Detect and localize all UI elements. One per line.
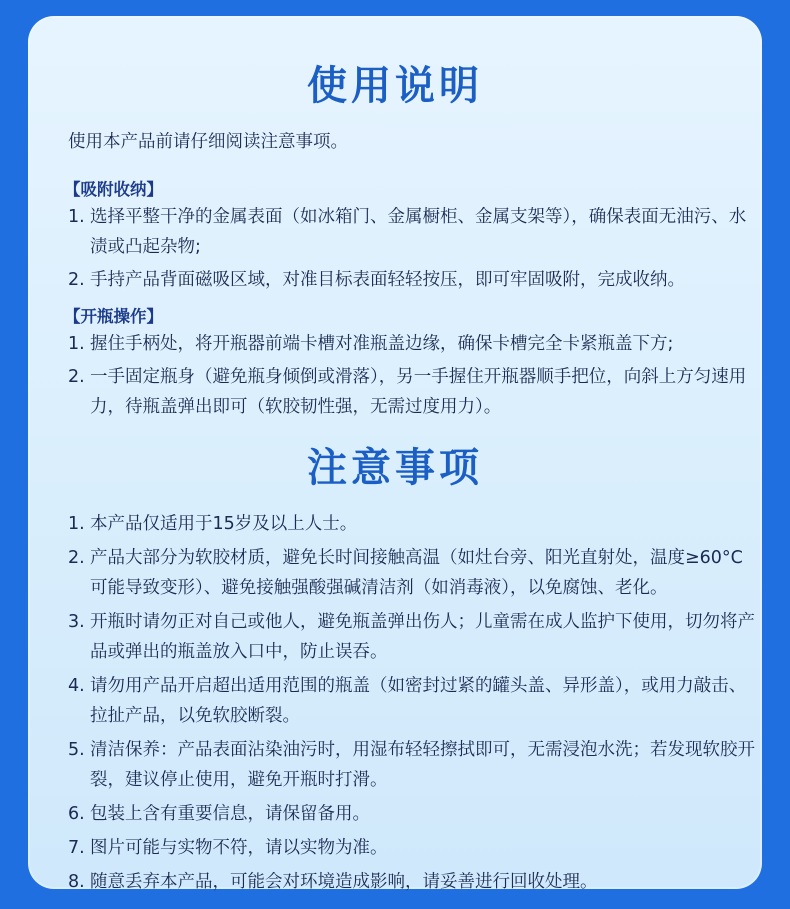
list-item: [68, 833, 758, 863]
item-number: 8.: [68, 872, 85, 892]
list-item: [68, 607, 758, 667]
cautions-list: [68, 509, 758, 901]
item-text: 产品大部分为软胶材质，避免长时间接触高温（如灶台旁、阳光直射处，温度≥60°C可能导致变形）、避免接触强酸强碱清洁剂（如消毒液），以免腐蚀、老化。: [90, 548, 743, 598]
item-text: 图片可能与实物不符，请以实物为准。: [90, 838, 388, 858]
item-number: 4.: [68, 676, 85, 696]
item-text: 一手固定瓶身（避免瓶身倾倒或滑落），另一手握住开瓶器顺手把位，向斜上方匀速用力，待瓶盖弹出即可（软胶韧性强，无需过度用力）。: [90, 367, 747, 417]
item-number: 3.: [68, 612, 85, 632]
storage-steps-list: [68, 202, 758, 295]
storage-section-label: 【吸附收纳】: [64, 180, 163, 199]
list-item: [68, 543, 758, 603]
item-number: 2.: [68, 367, 85, 387]
cautions-title: 注意事项: [307, 445, 483, 491]
item-text: 选择平整干净的金属表面（如冰箱门、金属橱柜、金属支架等），确保表面无油污、水渍或凸起杂物;: [90, 207, 747, 257]
item-text: 随意丢弃本产品，可能会对环境造成影响，请妥善进行回收处理。: [90, 872, 598, 892]
intro-text: 使用本产品前请仔细阅读注意事项。: [68, 132, 348, 152]
list-item: [68, 362, 758, 422]
item-number: 1.: [68, 207, 85, 227]
item-text: 本产品仅适用于15岁及以上人士。: [90, 514, 358, 534]
list-item: [68, 735, 758, 795]
list-item: [68, 202, 758, 262]
item-text: 包装上含有重要信息，请保留备用。: [90, 804, 370, 824]
open-steps-list: [68, 329, 758, 422]
item-text: 请勿用产品开启超出适用范围的瓶盖（如密封过紧的罐头盖、异形盖），或用力敲击、拉扯产品，以免软胶断裂。: [90, 676, 747, 726]
item-number: 5.: [68, 740, 85, 760]
usage-title: 使用说明: [307, 63, 483, 109]
item-text: 清洁保养：产品表面沾染油污时，用湿布轻轻擦拭即可，无需浸泡水洗；若发现软胶开裂，建议停止使用，避免开瓶时打滑。: [90, 740, 755, 790]
item-text: 握住手柄处，将开瓶器前端卡槽对准瓶盖边缘，确保卡槽完全卡紧瓶盖下方;: [90, 334, 674, 354]
item-number: 2.: [68, 548, 85, 568]
list-item: [68, 671, 758, 731]
item-number: 1.: [68, 514, 85, 534]
instruction-card: [28, 16, 762, 892]
item-number: 7.: [68, 838, 85, 858]
item-text: 手持产品背面磁吸区域，对准目标表面轻轻按压，即可牢固吸附，完成收纳。: [90, 270, 685, 290]
item-number: 2.: [68, 270, 85, 290]
item-number: 6.: [68, 804, 85, 824]
list-item: [68, 265, 758, 295]
list-item: [68, 509, 758, 539]
list-item: [68, 867, 758, 897]
list-item: [68, 329, 758, 359]
item-text: 开瓶时请勿正对自己或他人，避免瓶盖弹出伤人；儿童需在成人监护下使用，切勿将产品或弹出的瓶盖放入口中，防止误吞。: [90, 612, 755, 662]
list-item: [68, 799, 758, 829]
open-section-label: 【开瓶操作】: [64, 307, 163, 326]
item-number: 1.: [68, 334, 85, 354]
